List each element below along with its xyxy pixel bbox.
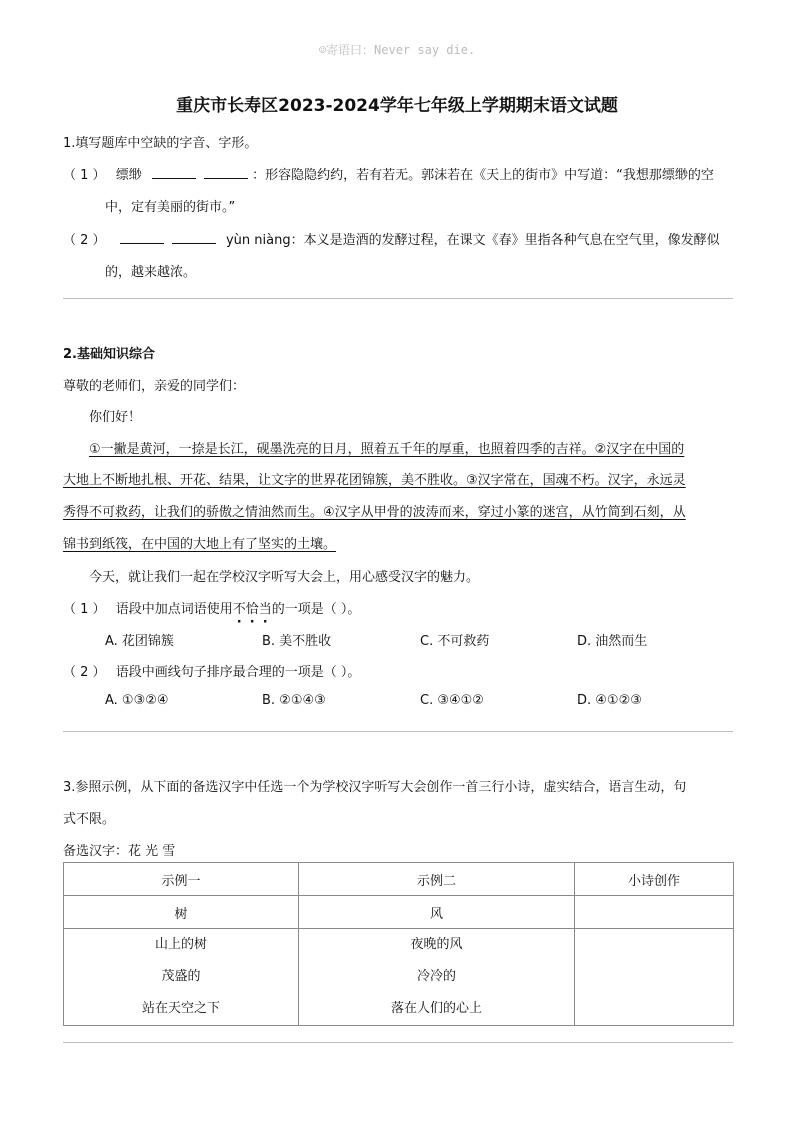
- page-header-motto: ☺寄语曰：Never say die.: [318, 43, 476, 57]
- q2-sentence-3-tail: 秀得不可救药，让我们的骄傲之情油然而生。: [63, 505, 324, 520]
- header-example-2: 示例二: [299, 863, 575, 896]
- example-1-line: 山上的树: [154, 937, 207, 952]
- q2-sub2-number: （ 2 ）: [63, 665, 106, 680]
- q2-sentence-3-head: ③汉字常在，国魂不朽。汉字，永远灵: [466, 473, 686, 488]
- q2-paragraph-line2: [63, 469, 686, 488]
- q2-sub2-stem: 语段中画线句子排序最合理的一项是（ ）。: [115, 665, 361, 680]
- q2-sentence-1: ①一撇是黄河，一捺是长江，砚墨洗亮的日月，照着五千年的厚重，也照着四季的吉祥。: [89, 442, 595, 457]
- q1-part2-number: （ 2 ）: [63, 233, 106, 248]
- example-1-poem: [64, 929, 299, 1026]
- q2-sub1-stem-pre: 语段中加点词语使用: [115, 602, 233, 617]
- q2-closing: 今天，就让我们一起在学校汉字听写大会上，用心感受汉字的魅力。: [89, 570, 480, 585]
- q2-sub1-option-b[interactable]: B. 美不胜收: [262, 634, 332, 649]
- q2-sub1-option-c[interactable]: C. 不可救药: [420, 634, 490, 649]
- q1-part1-blank-2[interactable]: [204, 166, 248, 179]
- q2-sub1-option-a[interactable]: A. 花团锦簇: [105, 634, 174, 649]
- q2-sub1-option-d[interactable]: D. 油然而生: [577, 634, 648, 649]
- table-header-row: [64, 863, 734, 896]
- q2-sentence-2-head: ②汉字在中国的: [594, 442, 685, 457]
- divider: [63, 1042, 733, 1043]
- q2-hello: 你们好！: [89, 410, 142, 425]
- header-example-1: 示例一: [64, 863, 299, 896]
- q2-sub1-dotted-char: 恰: [245, 602, 259, 617]
- q2-sub1-dotted-char: 当: [258, 602, 272, 617]
- example-2-line: 夜晚的风: [410, 937, 463, 952]
- q1-part2-blank-1[interactable]: [120, 231, 164, 244]
- q2-greeting: 尊敬的老师们，亲爱的同学们：: [63, 379, 246, 394]
- poem-character-answer-cell[interactable]: [575, 896, 734, 929]
- q2-sub1-number: （ 1 ）: [63, 602, 106, 617]
- example-2-line: 冷冷的: [416, 969, 456, 984]
- table-row: [64, 896, 734, 929]
- q2-sub1-question: [63, 598, 360, 617]
- q3-stem-line2: 式不限。: [63, 812, 116, 827]
- q2-sub1-dotted-char: 不: [232, 602, 246, 617]
- poem-answer-cell[interactable]: [575, 929, 734, 1026]
- q3-candidate-characters: 备选汉字：花 光 雪: [63, 844, 176, 859]
- q2-sub2-option-b[interactable]: B. ②①④③: [262, 693, 326, 708]
- q1-part1-blank-1[interactable]: [152, 166, 196, 179]
- q1-part2-continued: 的，越来越浓。: [105, 265, 197, 280]
- example-1-line: 站在天空之下: [141, 1001, 220, 1016]
- q1-part2: [63, 229, 720, 248]
- q1-part1-number: （ 1 ）: [63, 168, 106, 183]
- q1-part1-continued: 中，定有美丽的街市。”: [105, 200, 236, 215]
- table-row: [64, 929, 734, 1026]
- q1-part2-text: yùn niàng：本义是造酒的发酵过程，在课文《春》里指各种气息在空气里，像发酵似: [225, 233, 720, 248]
- q2-sub2-question: [63, 661, 360, 680]
- poem-table: [63, 862, 734, 1026]
- q2-sentence-4-head: ④汉字从甲骨的波涛而来，穿过小篆的迷宫，从竹简到石刻，从: [323, 505, 686, 520]
- example-2-poem: [299, 929, 575, 1026]
- q2-paragraph-line3: [63, 501, 686, 520]
- q1-part1: [63, 164, 714, 183]
- q1-part1-word: 缥缈: [115, 168, 142, 183]
- q2-paragraph-line1: [89, 438, 684, 457]
- q1-stem: 1.填写题库中空缺的字音、字形。: [63, 136, 258, 151]
- q2-paragraph-line4: [63, 533, 336, 552]
- divider: [63, 298, 733, 299]
- q2-sub2-option-d[interactable]: D. ④①②③: [577, 693, 642, 708]
- q2-stem: 2.基础知识综合: [63, 347, 155, 362]
- example-1-line: 茂盛的: [161, 969, 201, 984]
- example-1-character: 树: [64, 896, 299, 929]
- q1-part2-blank-2[interactable]: [172, 231, 216, 244]
- q2-sub2-option-c[interactable]: C. ③④①②: [420, 693, 484, 708]
- q1-part1-text: ：形容隐隐约约，若有若无。郭沫若在《天上的街市》中写道：“我想那缥缈的空: [252, 168, 714, 183]
- q3-stem-line1: 3.参照示例，从下面的备选汉字中任选一个为学校汉字听写大会创作一首三行小诗，虚实结合，语言生动，句: [63, 780, 687, 795]
- example-2-character: 风: [299, 896, 575, 929]
- q2-sub2-option-a[interactable]: A. ①③②④: [105, 693, 169, 708]
- page-title: 重庆市长寿区2023-2024学年七年级上学期期末语文试题: [176, 96, 618, 116]
- divider: [63, 731, 733, 732]
- q2-sentence-2-tail: 大地上不断地扎根、开花、结果，让文字的世界花团锦簇，美不胜收。: [63, 473, 467, 488]
- example-2-line: 落在人们的心上: [390, 1001, 482, 1016]
- q2-sentence-4-tail: 锦书到纸筏，在中国的大地上有了坚实的土壤。: [63, 537, 337, 552]
- q2-sub1-stem-post: 的一项是（ ）。: [271, 602, 361, 617]
- header-poem-creation: 小诗创作: [575, 863, 734, 896]
